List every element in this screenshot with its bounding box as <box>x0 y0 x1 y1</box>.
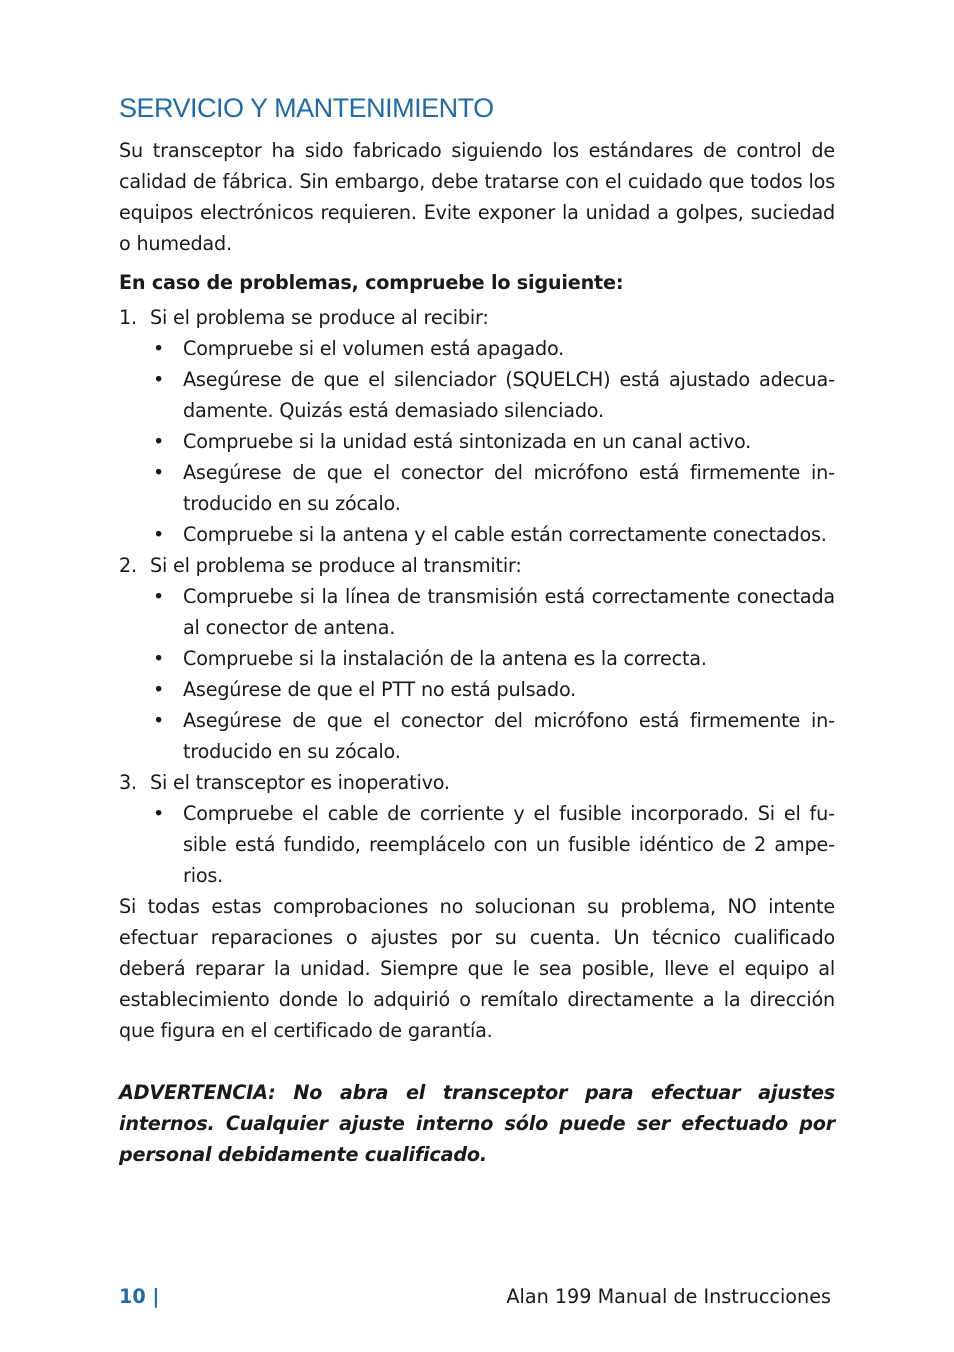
list-item <box>153 519 835 550</box>
bullet-text: Compruebe si la línea de transmisión está correctamente conectada al conector de antena. <box>183 585 835 639</box>
step-label: Si el problema se produce al transmitir: <box>150 554 522 577</box>
step-number: 2. <box>119 554 137 577</box>
intro-paragraph: Su transceptor ha sido fabricado siguiendo los estándares de control de calidad de fábrica. Sin embargo, debe tratarse con el cuidado que todos los equipos electrónicos requieren. Evite exponer la unidad a golpes, suciedad o humedad. <box>119 139 835 255</box>
step-label: Si el problema se produce al recibir: <box>150 306 489 329</box>
bullet-icon: • <box>153 461 165 484</box>
page-content <box>119 135 835 1170</box>
bullet-icon: • <box>153 678 165 701</box>
list-item <box>153 643 835 674</box>
bullet-text: Compruebe si la unidad está sintonizada en un canal activo. <box>183 430 752 453</box>
bullet-icon: • <box>153 337 165 360</box>
bullet-text: Asegúrese de que el conector del micrófono está firmemente introducido en su zócalo. <box>183 709 835 763</box>
step-item <box>119 302 835 550</box>
closing-paragraph: Si todas estas comprobaciones no solucionan su problema, NO intente efectuar reparaciones o ajustes por su cuenta. Un técnico cualificado deberá reparar la unidad. Siempre que le sea posible, lleve el equipo al establecimiento donde lo adquirió o remítalo directamente a la dirección que figura en el certificado de garantía. <box>119 895 835 1042</box>
list-item <box>153 333 835 364</box>
bullet-list <box>150 333 835 550</box>
bullet-icon: • <box>153 523 165 546</box>
bullet-text: Compruebe si la antena y el cable están correctamente conectados. <box>183 523 827 546</box>
step-item <box>119 550 835 767</box>
bullet-icon: • <box>153 368 165 391</box>
bullet-text: Asegúrese de que el PTT no está pulsado. <box>183 678 577 701</box>
manual-title: Alan 199 Manual de Instrucciones <box>506 1285 831 1308</box>
bullet-icon: • <box>153 585 165 608</box>
bullet-list <box>150 798 835 891</box>
checks-heading: En caso de problemas, compruebe lo siguiente: <box>119 271 624 294</box>
bullet-icon: • <box>153 430 165 453</box>
list-item <box>153 457 835 519</box>
step-item <box>119 767 835 891</box>
bullet-text: Asegúrese de que el silenciador (SQUELCH) está ajustado adecuadamente. Quizás está demasiado silenciado. <box>183 368 835 422</box>
list-item <box>153 426 835 457</box>
bullet-icon: • <box>153 709 165 732</box>
page-number: 10 | <box>119 1285 160 1308</box>
bullet-text: Compruebe si el volumen está apagado. <box>183 337 565 360</box>
troubleshooting-steps <box>119 302 835 891</box>
bullet-icon: • <box>153 802 165 825</box>
step-number: 1. <box>119 306 137 329</box>
bullet-text: Asegúrese de que el conector del micrófono está firmemente introducido en su zócalo. <box>183 461 835 515</box>
list-item <box>153 364 835 426</box>
bullet-list <box>150 581 835 767</box>
list-item <box>153 705 835 767</box>
step-number: 3. <box>119 771 137 794</box>
page-title: SERVICIO Y MANTENIMIENTO <box>119 93 494 123</box>
bullet-text: Compruebe el cable de corriente y el fusible incorporado. Si el fusible está fundido, reemplácelo con un fusible idéntico de 2 amperios. <box>183 802 835 887</box>
list-item <box>153 674 835 705</box>
warning-paragraph: ADVERTENCIA: No abra el transceptor para efectuar ajustes internos. Cualquier ajuste interno sólo puede ser efectuado por personal debidamente cualificado. <box>119 1081 835 1166</box>
list-item <box>153 798 835 891</box>
bullet-icon: • <box>153 647 165 670</box>
list-item <box>153 581 835 643</box>
step-label: Si el transceptor es inoperativo. <box>150 771 450 794</box>
bullet-text: Compruebe si la instalación de la antena es la correcta. <box>183 647 707 670</box>
